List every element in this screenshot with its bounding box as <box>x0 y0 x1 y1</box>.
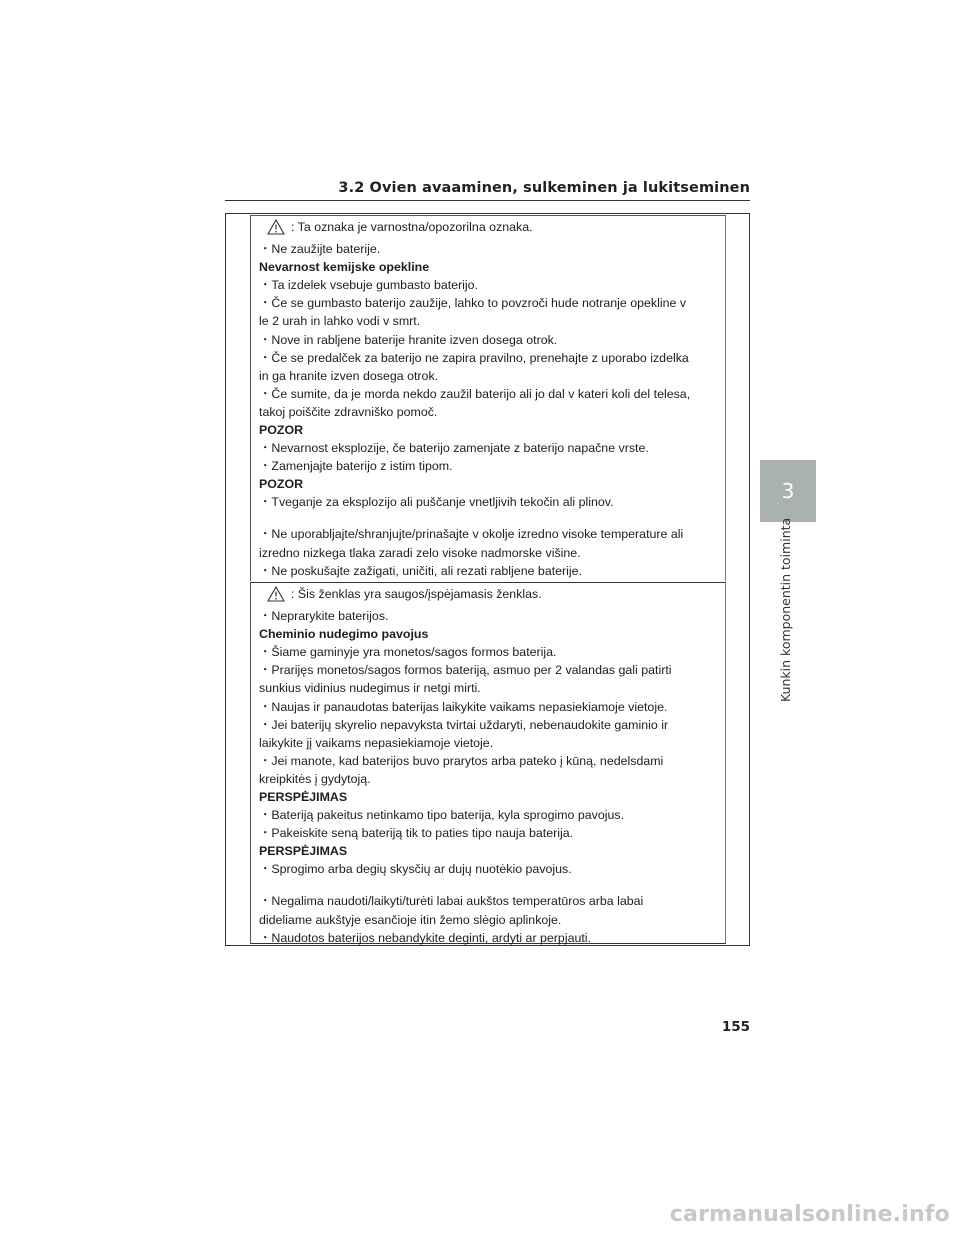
site-watermark: carmanualsonline.info <box>669 1202 950 1227</box>
warning-line: takoj poiščite zdravniško pomoč. <box>259 404 438 419</box>
warning-symbol-text: : Ta oznaka je varnostna/opozorilna oznaka. <box>291 220 533 234</box>
warning-line: sunkius vidinius nudegimus ir netgi mirti. <box>259 681 481 696</box>
warning-line: ・Pakeiskite seną bateriją tik to paties tipo nauja baterija. <box>259 826 574 841</box>
warning-line: ・Tveganje za eksplozijo ali puščanje vnetljivih tekočin ali plinov. <box>259 495 614 510</box>
warning-line: ・Nove in rabljene baterije hranite izven dosega otrok. <box>259 332 558 347</box>
warning-line: kreipkitės į gydytoją. <box>259 771 371 786</box>
chapter-number: 3 <box>781 479 795 503</box>
warning-line: dideliame aukštyje esančioje itin žemo slėgio aplinkoje. <box>259 912 562 927</box>
chapter-label: Kunkin komponentin toiminta <box>778 517 793 702</box>
warning-line: ・Neprarykite baterijos. <box>259 609 389 624</box>
warning-line: izredno nizkega tlaka zaradi zelo visoke nadmorske višine. <box>259 545 581 560</box>
warning-line: ・Ne uporabljajte/shranjujte/prinašajte v okolje izredno visoke temperature ali <box>259 527 684 542</box>
caution-heading: POZOR <box>259 477 304 492</box>
header-divider <box>225 200 750 201</box>
warning-box-slovenian <box>250 215 726 581</box>
warning-line: ・Bateriją pakeitus netinkamo tipo baterija, kyla sprogimo pavojus. <box>259 808 625 823</box>
warning-line: ・Če se predalček za baterijo ne zapira pravilno, prenehajte z uporabo izdelka <box>259 350 689 365</box>
warning-box-lithuanian <box>250 582 726 944</box>
warning-triangle-icon <box>267 219 285 235</box>
caution-heading: PERSPĖJIMAS <box>259 844 348 859</box>
warning-line: ・Ne zaužijte baterije. <box>259 242 381 257</box>
warning-line: ・Ta izdelek vsebuje gumbasto baterijo. <box>259 278 479 293</box>
caution-heading: PERSPĖJIMAS <box>259 789 348 804</box>
warning-line: laikykite jį vaikams nepasiekiamoje vietoje. <box>259 735 494 750</box>
warning-heading: Nevarnost kemijske opekline <box>259 260 430 275</box>
warning-line: ・Če se gumbasto baterijo zaužije, lahko to povzroči hude notranje opekline v <box>259 296 687 311</box>
warning-line: ・Če sumite, da je morda nekdo zaužil baterijo ali jo dal v kateri koli del telesa, <box>259 386 691 401</box>
warning-heading: Cheminio nudegimo pavojus <box>259 627 429 642</box>
warning-line: ・Ne poskušajte zažigati, uničiti, ali rezati rabljene baterije. <box>259 563 583 578</box>
warning-line: ・Prarijęs monetos/sagos formos bateriją, asmuo per 2 valandas gali patirti <box>259 663 672 678</box>
warning-line: ・Negalima naudoti/laikyti/turėti labai aukštos temperatūros arba labai <box>259 894 644 909</box>
warning-line: ・Naudotos baterijos nebandykite deginti, ardyti ar perpjauti. <box>259 930 591 945</box>
warning-line: ・Sprogimo arba degių skysčių ar dujų nuotėkio pavojus. <box>259 862 572 877</box>
warning-triangle-icon <box>267 586 285 602</box>
page-number: 155 <box>721 1019 750 1035</box>
warning-line: ・Naujas ir panaudotas baterijas laikykite vaikams nepasiekiamoje vietoje. <box>259 699 668 714</box>
warning-line: le 2 urah in lahko vodi v smrt. <box>259 314 421 329</box>
warning-line: ・Šiame gaminyje yra monetos/sagos formos baterija. <box>259 645 557 660</box>
caution-heading: POZOR <box>259 422 304 437</box>
warning-line: ・Nevarnost eksplozije, če baterijo zamenjate z baterijo napačne vrste. <box>259 441 649 456</box>
chapter-tab <box>760 460 816 522</box>
warning-line: ・Jei manote, kad baterijos buvo prarytos arba pateko į kūną, nedelsdami <box>259 753 664 768</box>
warning-symbol-text: : Šis ženklas yra saugos/įspėjamasis ženklas. <box>291 587 542 601</box>
warning-line: in ga hranite izven dosega otrok. <box>259 368 439 383</box>
warning-line: ・Zamenjajte baterijo z istim tipom. <box>259 459 453 474</box>
warning-line <box>265 585 542 603</box>
warning-line <box>265 218 533 236</box>
warning-line: ・Jei baterijų skyrelio nepavyksta tvirtai uždaryti, nebenaudokite gaminio ir <box>259 717 669 732</box>
section-header: 3.2 Ovien avaaminen, sulkeminen ja lukitseminen <box>338 180 750 196</box>
